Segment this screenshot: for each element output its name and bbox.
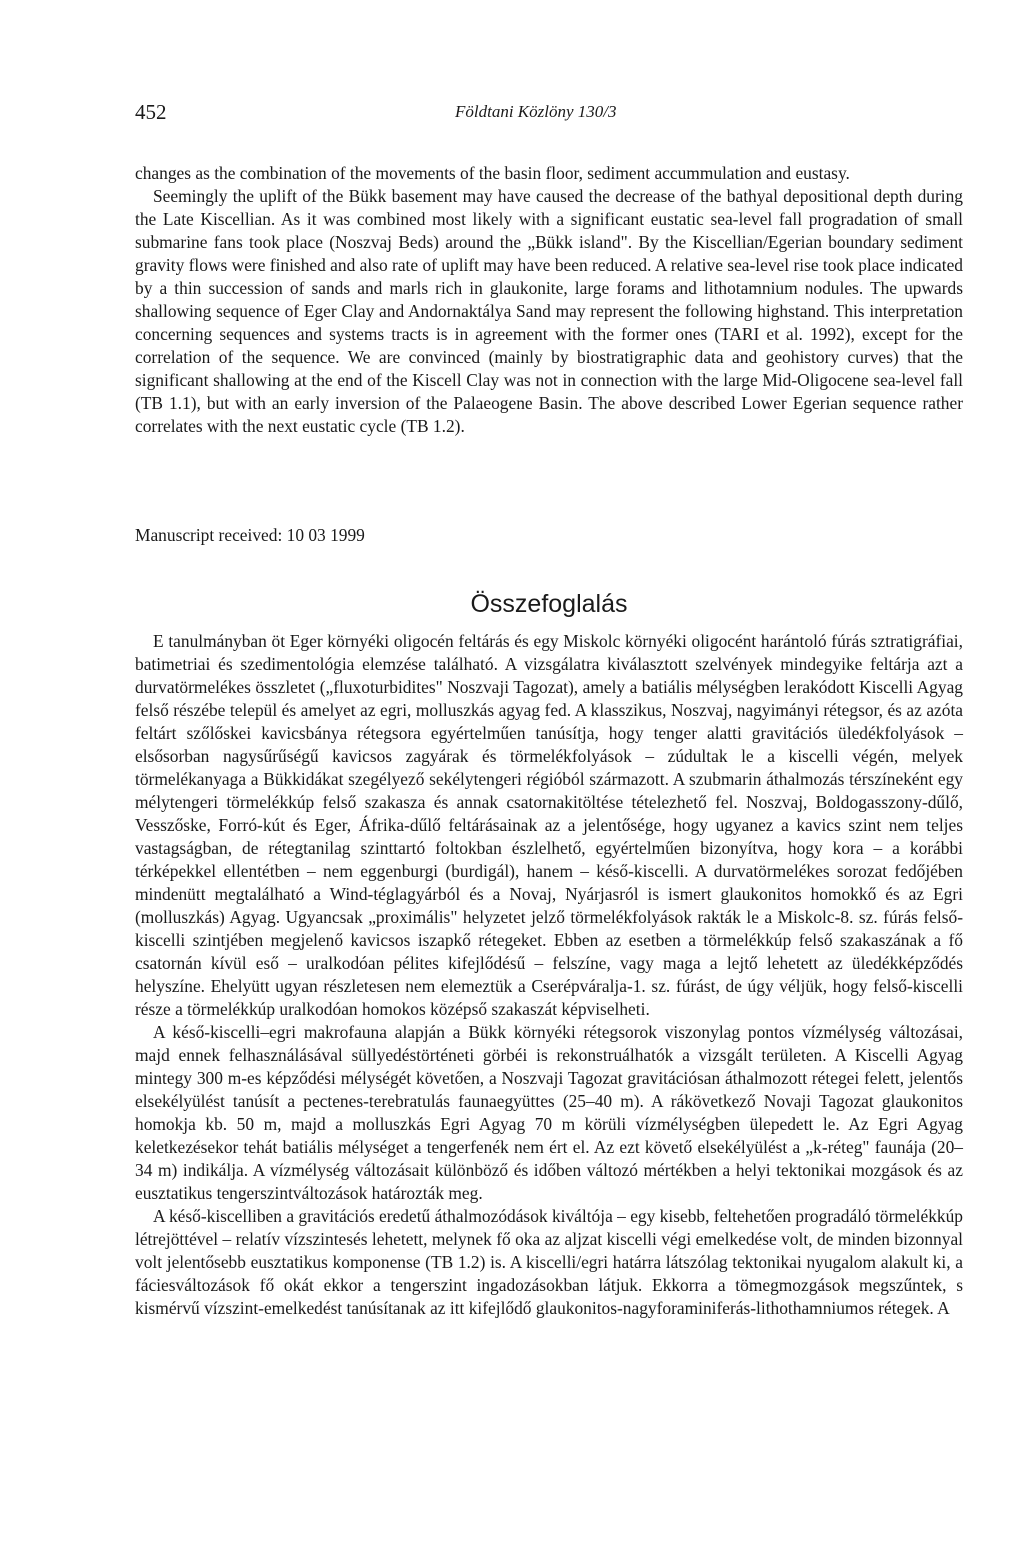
page-number: 452	[135, 100, 167, 124]
journal-title: Földtani Közlöny 130/3	[455, 102, 617, 121]
english-text-block	[135, 162, 963, 438]
summary-paragraph: A késő-kiscelliben a gravitációs eredetű áthalmozódások kiváltója – egy kisebb, feltehetően progradáló törmelékkúp létrejöttével – relatív vízszintesés lehetett, melynek fő oka az aljzat kiscelli végi emelkedése volt, de minden bizonnyal volt jelentősebb eusztatikus komponense (TB 1.2) is. A kiscelli/egri határra látszólag tektonikai nyugalom alakult ki, a fáciesváltozások fő okát ekkor a tengerszint ingadozásokban látjuk. Ekkorra a tömegmozgások megszűntek, s kismérvű vízszint-emelkedést tanúsítanak az itt kifejlődő glaukonitos-nagyforaminiferás-lithothamniumos rétegek. A	[135, 1206, 963, 1318]
running-head	[135, 100, 963, 128]
english-paragraph: Seemingly the uplift of the Bükk basement may have caused the decrease of the bathyal depositional depth during the Late Kiscellian. As it was combined most likely with a significant eustatic sea-level fall progradation of small submarine fans took place (Noszvaj Beds) around the „Bükk island". By the Kiscellian/Egerian boundary sediment gravity flows were finished and also rate of uplift may have been reduced. A relative sea-level rise took place indicated by a thin succession of sands and marls rich in glaukonite, large forams and lithotamnium nodules. The upwards shallowing sequence of Eger Clay and Andornaktálya Sand may represent the following highstand. This interpretation concerning sequences and systems tracts is in agreement with the former ones (TARI et al. 1992), except for the correlation of the sequence. We are convinced (mainly by biostratigraphic data and geohistory curves) that the significant shallowing at the end of the Kiscell Clay was not in connection with the large Mid-Oligocene sea-level fall (TB 1.1), but with an early inversion of the Palaeogene Basin. The above described Lower Egerian sequence rather correlates with the next eustatic cycle (TB 1.2).	[135, 186, 963, 436]
manuscript-received-note: Manuscript received: 10 03 1999	[135, 525, 365, 545]
summary-paragraph: A késő-kiscelli–egri makrofauna alapján a Bükk környéki rétegsorok viszonylag pontos vízmélység változásai, majd ennek felhasználásával süllyedéstörténeti görbéi is rekonstruálhatók a vizsgált területen. A Kiscelli Agyag mintegy 300 m-es képződési mélységét követően, a Noszvaji Tagozat gravitációsan áthalmozott rétegei felett, jelentős elsekélyülést tanúsít a pectenes-terebratulás faunaegyüttes (25–40 m). A rákövetkező Novaji Tagozat glaukonitos homokja kb. 50 m, majd a molluszkás Egri Agyag 70 m körüli vízmélységben ülepedett le. Az Egri Agyag keletkezésekor tehát batiális mélységet a tengerfenék nem ért el. Az ezt követő elsekélyülést a „k-réteg" faunája (20–34 m) indikálja. A vízmélység változásait különböző és időben változó mértékben a helyi tektonikai mozgások és az eusztatikus tengerszintváltozások határozták meg.	[135, 1022, 963, 1203]
summary-heading: Összefoglalás	[470, 590, 628, 618]
summary-paragraph: E tanulmányban öt Eger környéki oligocén feltárás és egy Miskolc környéki oligocént harántoló fúrás sztratigráfiai, batimetriai és szedimentológia elemzése található. A vizsgálatra kiválasztott szelvények mindegyike feltárja azt a durvatörmelékes összletet („fluxoturbidites" Noszvaji Tagozat), amely a batiális mélységben lerakódott Kiscelli Agyag felső részébe települ és amelyet az egri, molluszkás agyag fed. A klasszikus, Noszvaj, nagyimányi rétegsor, és az azóta feltárt szőlőskei kavicsbánya rétegsora egyértelműen tanúsítja, hogy tenger alatti gravitációs üledékfolyások – elsősorban nagysűrűségű kavicsos zagyárak és törmelékfolyások – zúdultak le a kiscelli végén, melyek törmelékanyaga a Bükkidákat szegélyező sekélytengeri régióból származott. A szubmarin áthalmozás térszíneként egy mélytengeri törmelékkúp felső szakasza és annak csatornakitöltése tételezhető fel. Noszvaj, Boldogasszony-dűlő, Vesszőske, Forró-kút és Eger, Áfrika-dűlő feltárásainak az a jelentősége, hogy ugyanez a kavics szint nem teljes vastagságban, de rétegtanilag szinttartó foltokban észlelhető, egyértelműen bizonyítva, hogy kora – a korábbi térképekkel ellentétben – nem eggenburgi (burdigál), hanem – késő-kiscelli. A durvatörmelékes sorozat fedőjében mindenütt megtalálható a Wind-téglagyárból és a Novaj, Nyárjasról is ismert glaukonitos homokkő és az Egri (molluszkás) Agyag. Ugyancsak „proximális" helyzetet jelző törmelékfolyások rakták le a Miskolc-8. sz. fúrás felső-kiscelli szintjében megjelenő kavicsos iszapkő rétegeket. Ebben az esetben a törmelékkúp felső szakaszának a fő csatornán kívül eső – uralkodóan pélites kifejlődésű – felszíne, vagy maga a lejtő lehetett az üledékképződés helyszíne. Ehelyütt ugyan részletesen nem elemeztük a Cserépváralja-1. sz. fúrást, de úgy véljük, hogy felső-kiscelli része a törmelékkúp uralkodóan homokos középső szakaszát képviselheti.	[135, 631, 963, 1019]
english-paragraph: changes as the combination of the movements of the basin floor, sediment accummulation and eustasy.	[135, 163, 850, 183]
hungarian-summary-block	[135, 630, 963, 1320]
